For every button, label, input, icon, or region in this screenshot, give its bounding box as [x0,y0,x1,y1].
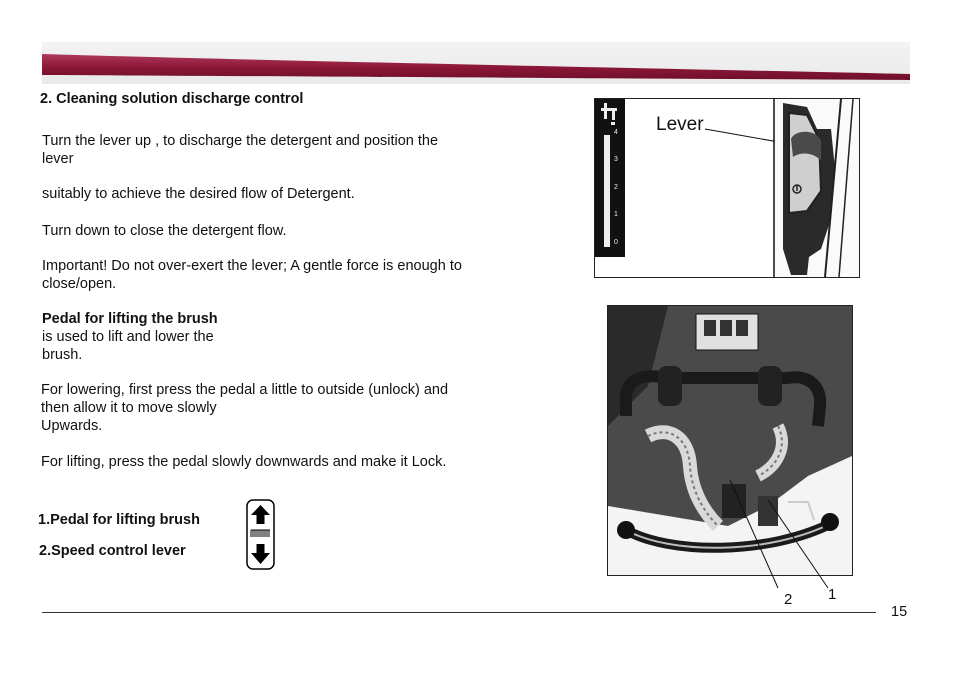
paragraph-line: close/open. [42,276,117,292]
pedal-line: is used to lift and lower the [42,329,214,345]
lever-illustration [595,99,859,277]
gauge-tick-label: 2 [614,184,618,191]
pedal-heading: Pedal for lifting the brush [42,311,218,327]
paragraph-line: suitably to achieve the desired flow of Detergent. [42,186,355,202]
gauge-tick-label: 4 [614,129,618,136]
callout-label-2: 2 [784,591,793,608]
paragraph-line: Important! Do not over-exert the lever; A gentle force is enough to [42,258,462,274]
callout-lines [720,470,840,610]
legend-item-2: 2.Speed control lever [39,543,186,559]
lever-figure [594,98,860,278]
pedal-line: For lifting, press the pedal slowly downwards and make it Lock. [41,454,447,470]
section-title: 2. Cleaning solution discharge control [40,91,304,107]
pedal-line: For lowering, first press the pedal a little to outside (unlock) and [41,382,449,398]
footer-rule [42,612,876,613]
paragraph-line: Turn down to close the detergent flow. [42,223,287,239]
gauge-tick-label: 0 [614,239,618,246]
lever-callout: Lever [656,114,704,135]
pedal-line: Upwards. [41,418,103,434]
header-banner [42,42,910,84]
gauge-tick-label: 3 [614,156,618,163]
pedal-line: then allow it to move slowly [41,400,217,416]
pedal-up-down-icon [246,499,275,570]
page-number: 15 [891,604,908,620]
callout-label-1: 1 [828,586,837,603]
paragraph-line: lever [42,151,74,167]
legend-item-1: 1.Pedal for lifting brush [38,512,200,528]
pedal-line: brush. [42,347,83,363]
gauge-tick-label: 1 [614,211,618,218]
paragraph-line: Turn the lever up , to discharge the detergent and position the [42,133,439,149]
